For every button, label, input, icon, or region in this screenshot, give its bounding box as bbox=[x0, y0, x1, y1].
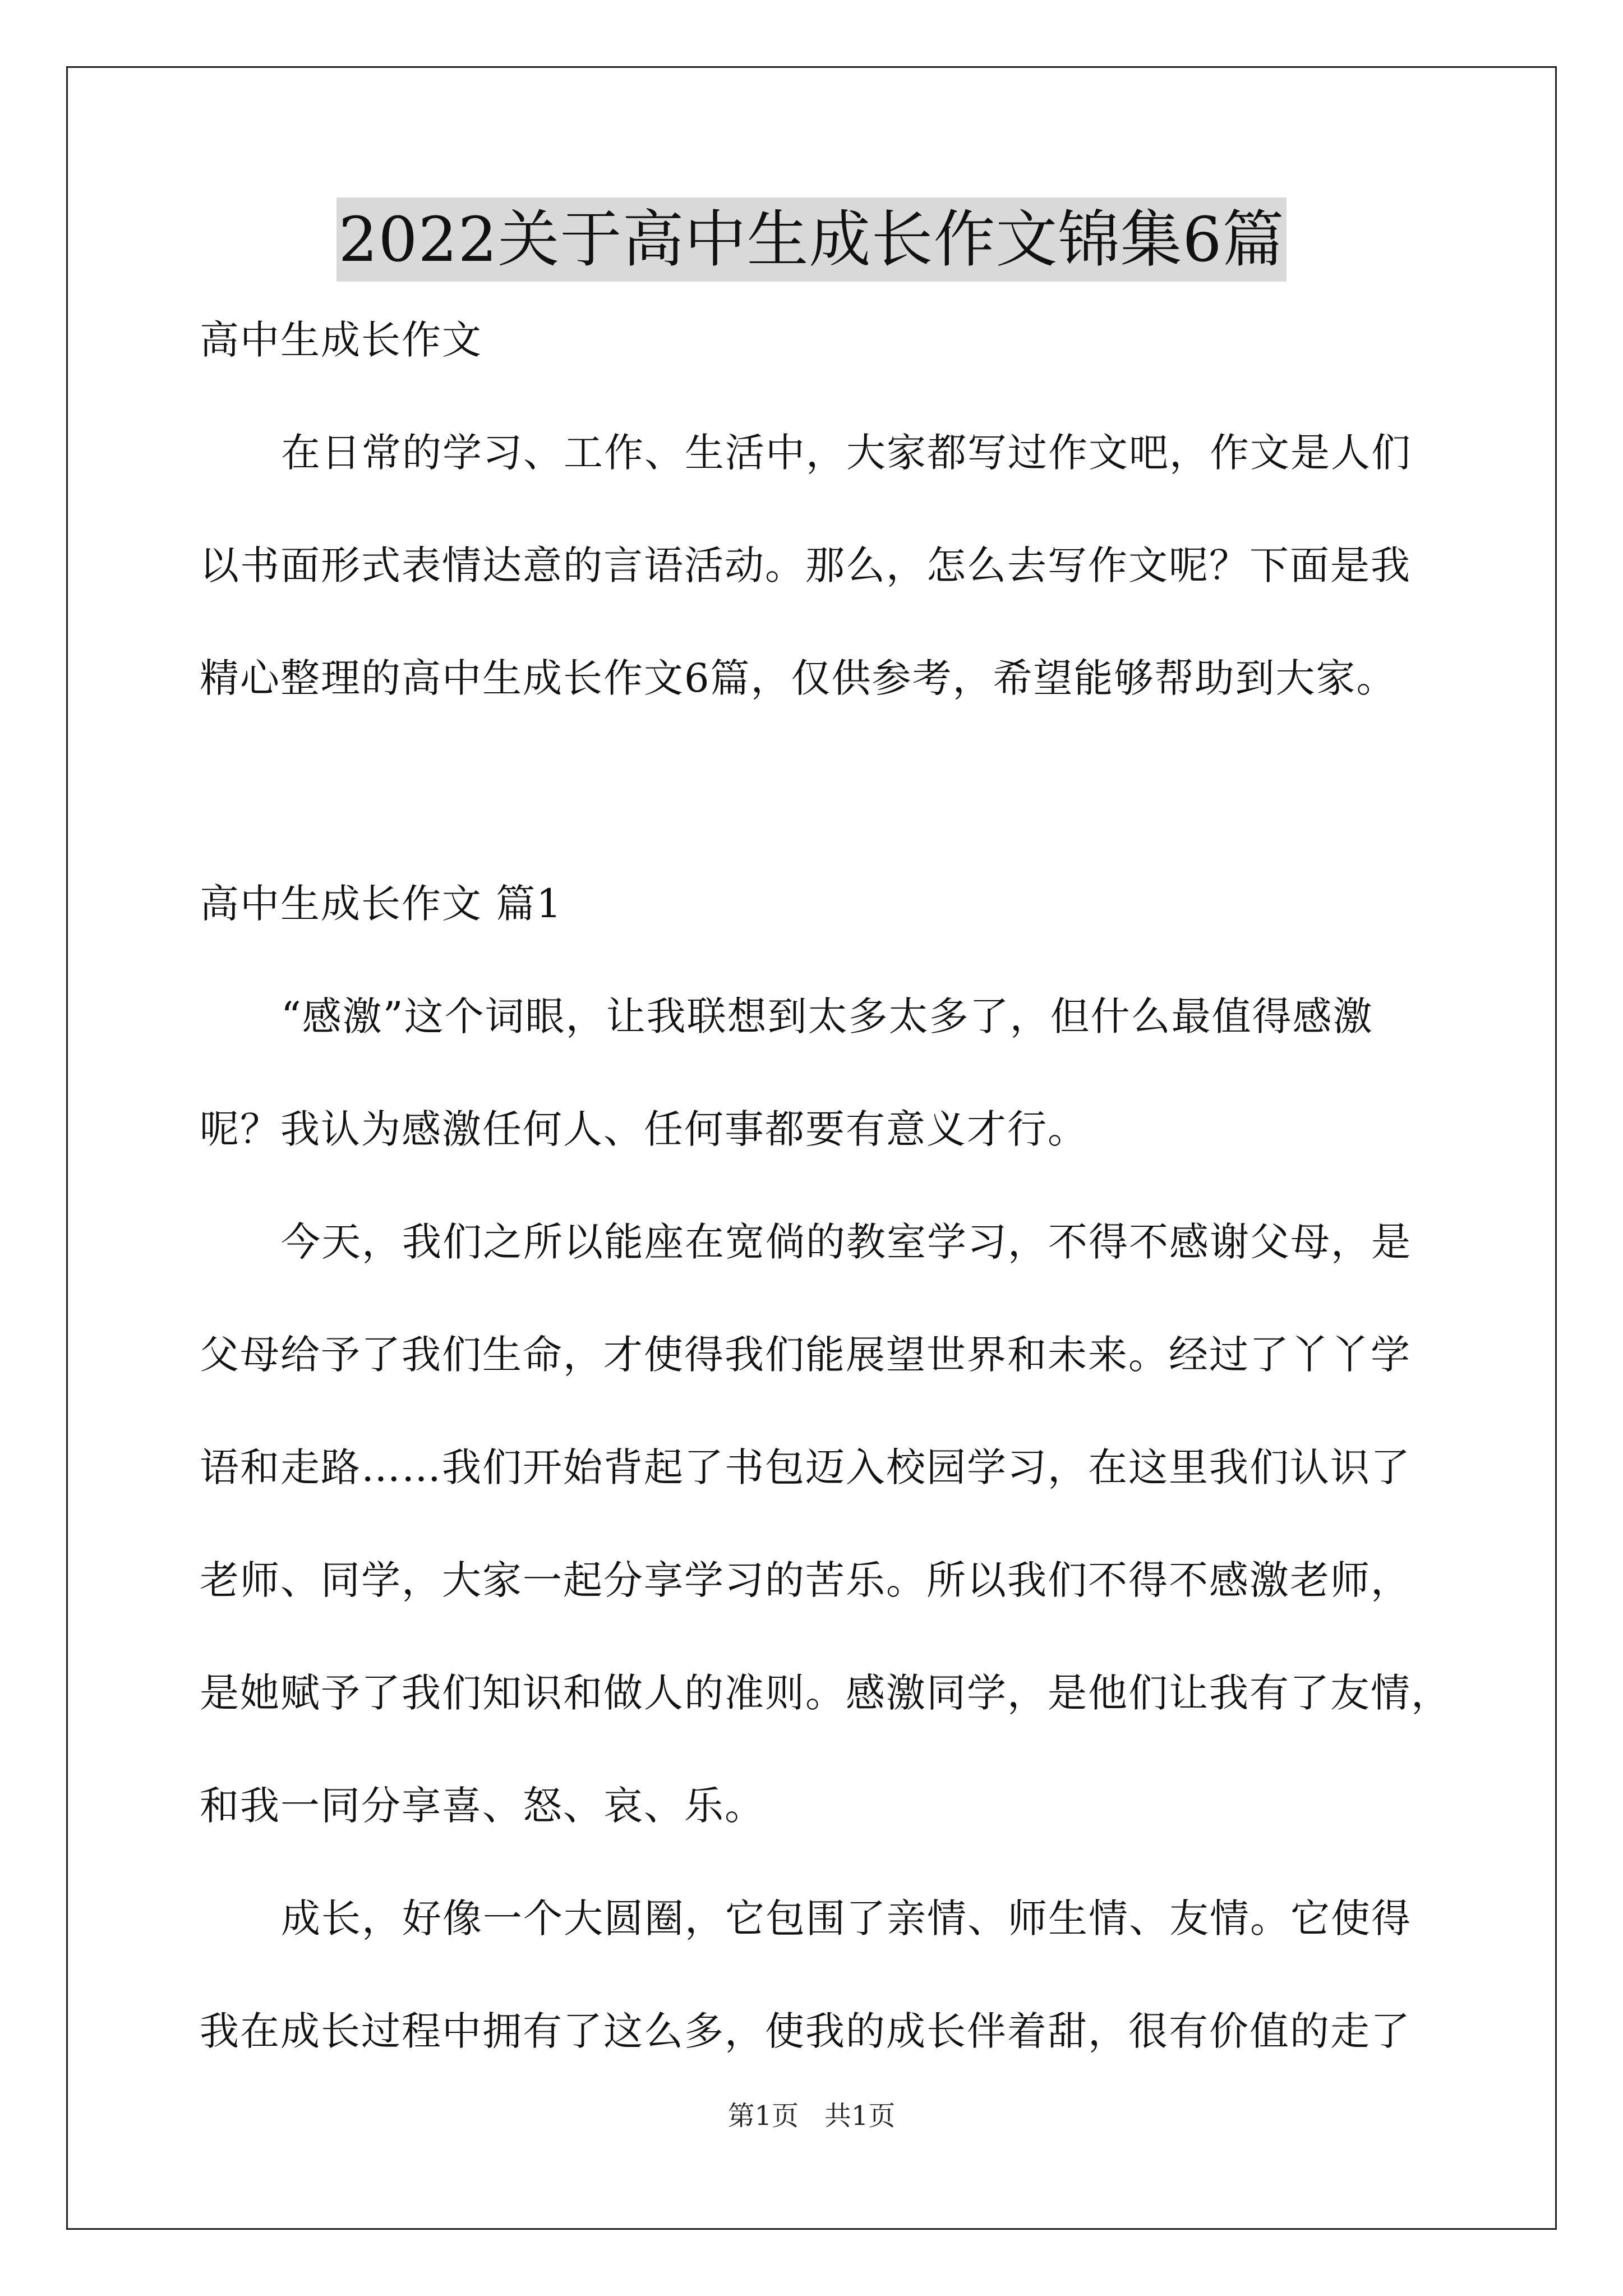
paragraph-line: “感激”这个词眼，让我联想到太多太多了，但什么最值得感激 bbox=[281, 993, 1373, 1039]
page-footer bbox=[0, 2099, 1623, 2133]
blank-line bbox=[200, 763, 1461, 876]
paragraph-line: 成长，好像一个大圆圈，它包围了亲情、师生情、友情。它使得 bbox=[281, 1895, 1412, 1941]
paragraph-line: 呢？我认为感激任何人、任何事都要有意义才行。 bbox=[200, 1106, 1088, 1152]
section-heading: 高中生成长作文 bbox=[200, 317, 482, 363]
essay-heading: 高中生成长作文 篇1 bbox=[200, 881, 562, 927]
paragraph-line: 在日常的学习、工作、生活中，大家都写过作文吧，作文是人们 bbox=[281, 430, 1412, 476]
paragraph-line: 我在成长过程中拥有了这么多，使我的成长伴着甜，很有价值的走了 bbox=[200, 2008, 1411, 2054]
paragraph-line: 和我一同分享喜、怒、哀、乐。 bbox=[200, 1783, 765, 1829]
paragraph-line: 语和走路……我们开始背起了书包迈入校园学习，在这里我们认识了 bbox=[200, 1444, 1411, 1490]
paragraph-line: 以书面形式表情达意的言语活动。那么，怎么去写作文呢？下面是我 bbox=[200, 542, 1411, 588]
paragraph-line: 是她赋予了我们知识和做人的准则。感激同学，是他们让我有了友情， bbox=[200, 1670, 1451, 1716]
paragraph-line: 父母给予了我们生命，才使得我们能展望世界和未来。经过了丫丫学 bbox=[200, 1332, 1411, 1378]
paragraph-line: 今天，我们之所以能座在宽倘的教室学习，不得不感谢父母，是 bbox=[281, 1219, 1412, 1265]
page-total: 共1页 bbox=[824, 2100, 896, 2132]
paragraph-line: 老师、同学，大家一起分享学习的苦乐。所以我们不得不感激老师， bbox=[200, 1557, 1411, 1603]
document-body bbox=[200, 312, 1461, 2116]
document-title: 2022关于高中生成长作文锦集6篇 bbox=[336, 197, 1287, 282]
page-number: 第1页 bbox=[727, 2100, 799, 2132]
title-container bbox=[0, 197, 1623, 282]
paragraph-line: 精心整理的高中生成长作文6篇，仅供参考，希望能够帮助到大家。 bbox=[200, 655, 1397, 701]
